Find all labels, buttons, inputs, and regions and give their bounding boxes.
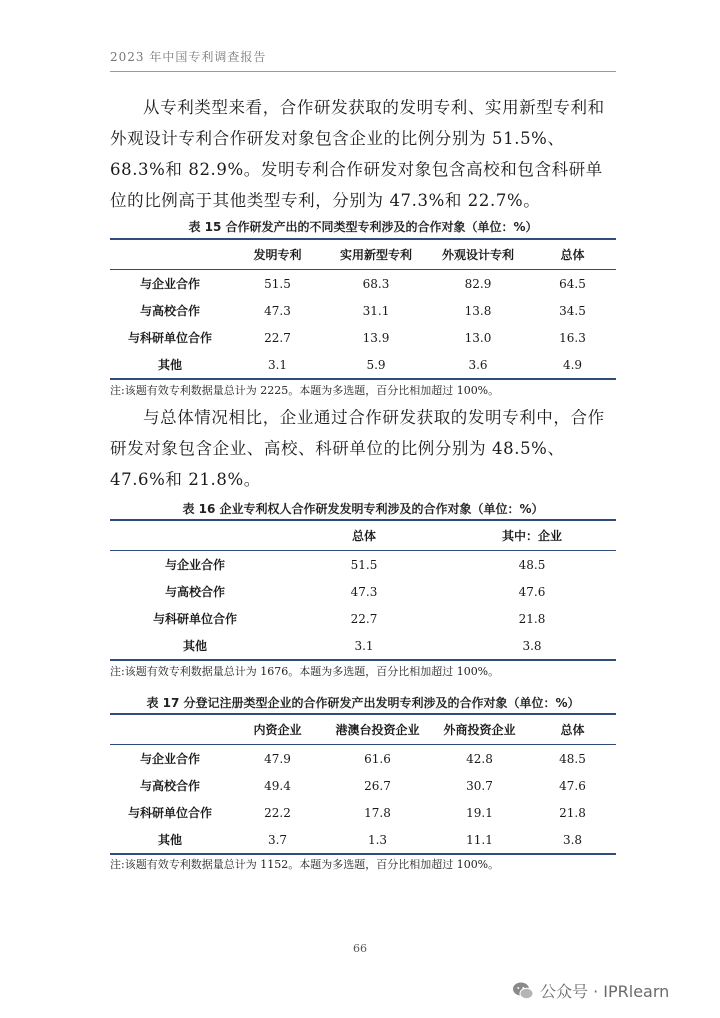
table-cell: 3.8 <box>562 832 583 847</box>
column-header: 总体 <box>280 520 448 551</box>
table-15-caption: 表 15 合作研发产出的不同类型专利涉及的合作对象（单位：%） <box>188 220 538 234</box>
table-cell: 82.9 <box>464 276 492 291</box>
table-cell: 34.5 <box>559 303 586 318</box>
table-cell: 3.6 <box>468 357 488 372</box>
table-cell: 13.0 <box>464 330 492 345</box>
table-cell: 19.1 <box>466 805 493 820</box>
row-label: 与企业合作 <box>164 558 225 572</box>
table-cell: 48.5 <box>559 751 586 766</box>
row-label: 与高校合作 <box>164 585 225 599</box>
table-cell: 64.5 <box>559 276 586 291</box>
table-cell: 22.7 <box>264 330 291 345</box>
table-header-row <box>110 520 616 551</box>
column-header <box>110 714 230 745</box>
table-row <box>110 826 616 854</box>
table-cell: 51.5 <box>264 276 291 291</box>
table-cell: 5.9 <box>366 357 386 372</box>
table-cell: 21.8 <box>518 611 546 626</box>
table-cell: 21.8 <box>559 805 586 820</box>
table-16-note: 注:该题有效专利数据量总计为 1676。本题为多选题，百分比相加超过 100%。 <box>110 665 500 678</box>
table-cell: 13.9 <box>362 330 390 345</box>
table-header-row <box>110 714 616 745</box>
table-row <box>110 799 616 826</box>
table-cell: 48.5 <box>518 557 546 572</box>
table-cell: 4.9 <box>562 357 583 372</box>
column-header: 外商投资企业 <box>430 714 529 745</box>
row-label: 与科研单位合作 <box>127 806 212 820</box>
table-cell: 31.1 <box>362 303 390 318</box>
table-row <box>110 297 616 324</box>
table-row <box>110 772 616 799</box>
watermark <box>512 979 669 1002</box>
table-16-caption: 表 16 企业专利权人合作研发发明专利涉及的合作对象（单位：%） <box>182 502 544 516</box>
row-label: 与企业合作 <box>139 752 200 766</box>
column-header: 发明专利 <box>230 239 325 270</box>
row-label: 与科研单位合作 <box>127 331 212 345</box>
table-row <box>110 745 616 773</box>
table-cell: 1.3 <box>367 832 388 847</box>
row-label: 与高校合作 <box>139 779 200 793</box>
row-label: 与科研单位合作 <box>152 612 237 626</box>
table-cell: 3.7 <box>267 832 288 847</box>
running-header: 2023 年中国专利调查报告 <box>110 48 616 72</box>
table-17 <box>110 713 616 855</box>
table-row <box>110 578 616 605</box>
table-15-note: 注:该题有效专利数据量总计为 2225。本题为多选题，百分比相加超过 100%。 <box>110 384 500 397</box>
row-label: 其他 <box>157 358 182 372</box>
column-header: 其中：企业 <box>448 520 616 551</box>
table-cell: 22.7 <box>350 611 378 626</box>
table-cell: 49.4 <box>264 778 291 793</box>
body-paragraph-1: 从专利类型来看，合作研发获取的发明专利、实用新型专利和外观设计专利合作研发对象包含企业的比例分别为 51.5%、68.3%和 82.9%。发明专利合作研发对象包含高校和包含科研单位的比例高于其他类型专利，分别为 47.3%和 22.7%。 <box>110 98 605 210</box>
body-paragraph-2: 与总体情况相比，企业通过合作研发获取的发明专利中，合作研发对象包含企业、高校、科研单位的比例分别为 48.5%、47.6%和 21.8%。 <box>110 408 605 489</box>
table-cell: 17.8 <box>364 805 391 820</box>
table-cell: 47.3 <box>350 584 378 599</box>
table-cell: 47.3 <box>264 303 291 318</box>
table-cell: 11.1 <box>466 832 493 847</box>
table-cell: 68.3 <box>362 276 390 291</box>
table-cell: 42.8 <box>466 751 493 766</box>
table-17-note: 注:该题有效专利数据量总计为 1152。本题为多选题，百分比相加超过 100%。 <box>110 858 500 871</box>
table-17-caption: 表 17 分登记注册类型企业的合作研发产出发明专利涉及的合作对象（单位：%） <box>146 696 580 710</box>
table-row <box>110 324 616 351</box>
table-cell: 51.5 <box>350 557 378 572</box>
table-row <box>110 551 616 579</box>
wechat-icon <box>512 981 534 1001</box>
table-cell: 47.9 <box>264 751 291 766</box>
table-cell: 3.1 <box>354 638 374 653</box>
table-cell: 30.7 <box>466 778 493 793</box>
row-label: 其他 <box>182 639 207 653</box>
table-cell: 47.6 <box>518 584 546 599</box>
row-label: 与高校合作 <box>139 304 200 318</box>
table-row <box>110 632 616 660</box>
column-header: 总体 <box>529 239 616 270</box>
table-header-row <box>110 239 616 270</box>
table-cell: 22.2 <box>264 805 291 820</box>
table-cell: 61.6 <box>364 751 391 766</box>
column-header: 外观设计专利 <box>427 239 529 270</box>
page-number: 66 <box>353 942 367 955</box>
row-label: 与企业合作 <box>139 277 200 291</box>
column-header: 实用新型专利 <box>325 239 427 270</box>
column-header: 总体 <box>529 714 616 745</box>
table-row <box>110 270 616 298</box>
table-cell: 3.8 <box>522 638 542 653</box>
table-cell: 47.6 <box>559 778 586 793</box>
table-cell: 3.1 <box>267 357 288 372</box>
table-15 <box>110 238 616 380</box>
column-header <box>110 520 280 551</box>
table-cell: 16.3 <box>559 330 586 345</box>
table-row <box>110 605 616 632</box>
table-16 <box>110 519 616 661</box>
watermark-text: 公众号 · IPRlearn <box>540 982 670 1001</box>
table-cell: 26.7 <box>364 778 391 793</box>
table-row <box>110 351 616 379</box>
row-label: 其他 <box>157 833 182 847</box>
column-header: 港澳台投资企业 <box>325 714 430 745</box>
table-cell: 13.8 <box>464 303 492 318</box>
column-header <box>110 239 230 270</box>
column-header: 内资企业 <box>230 714 325 745</box>
